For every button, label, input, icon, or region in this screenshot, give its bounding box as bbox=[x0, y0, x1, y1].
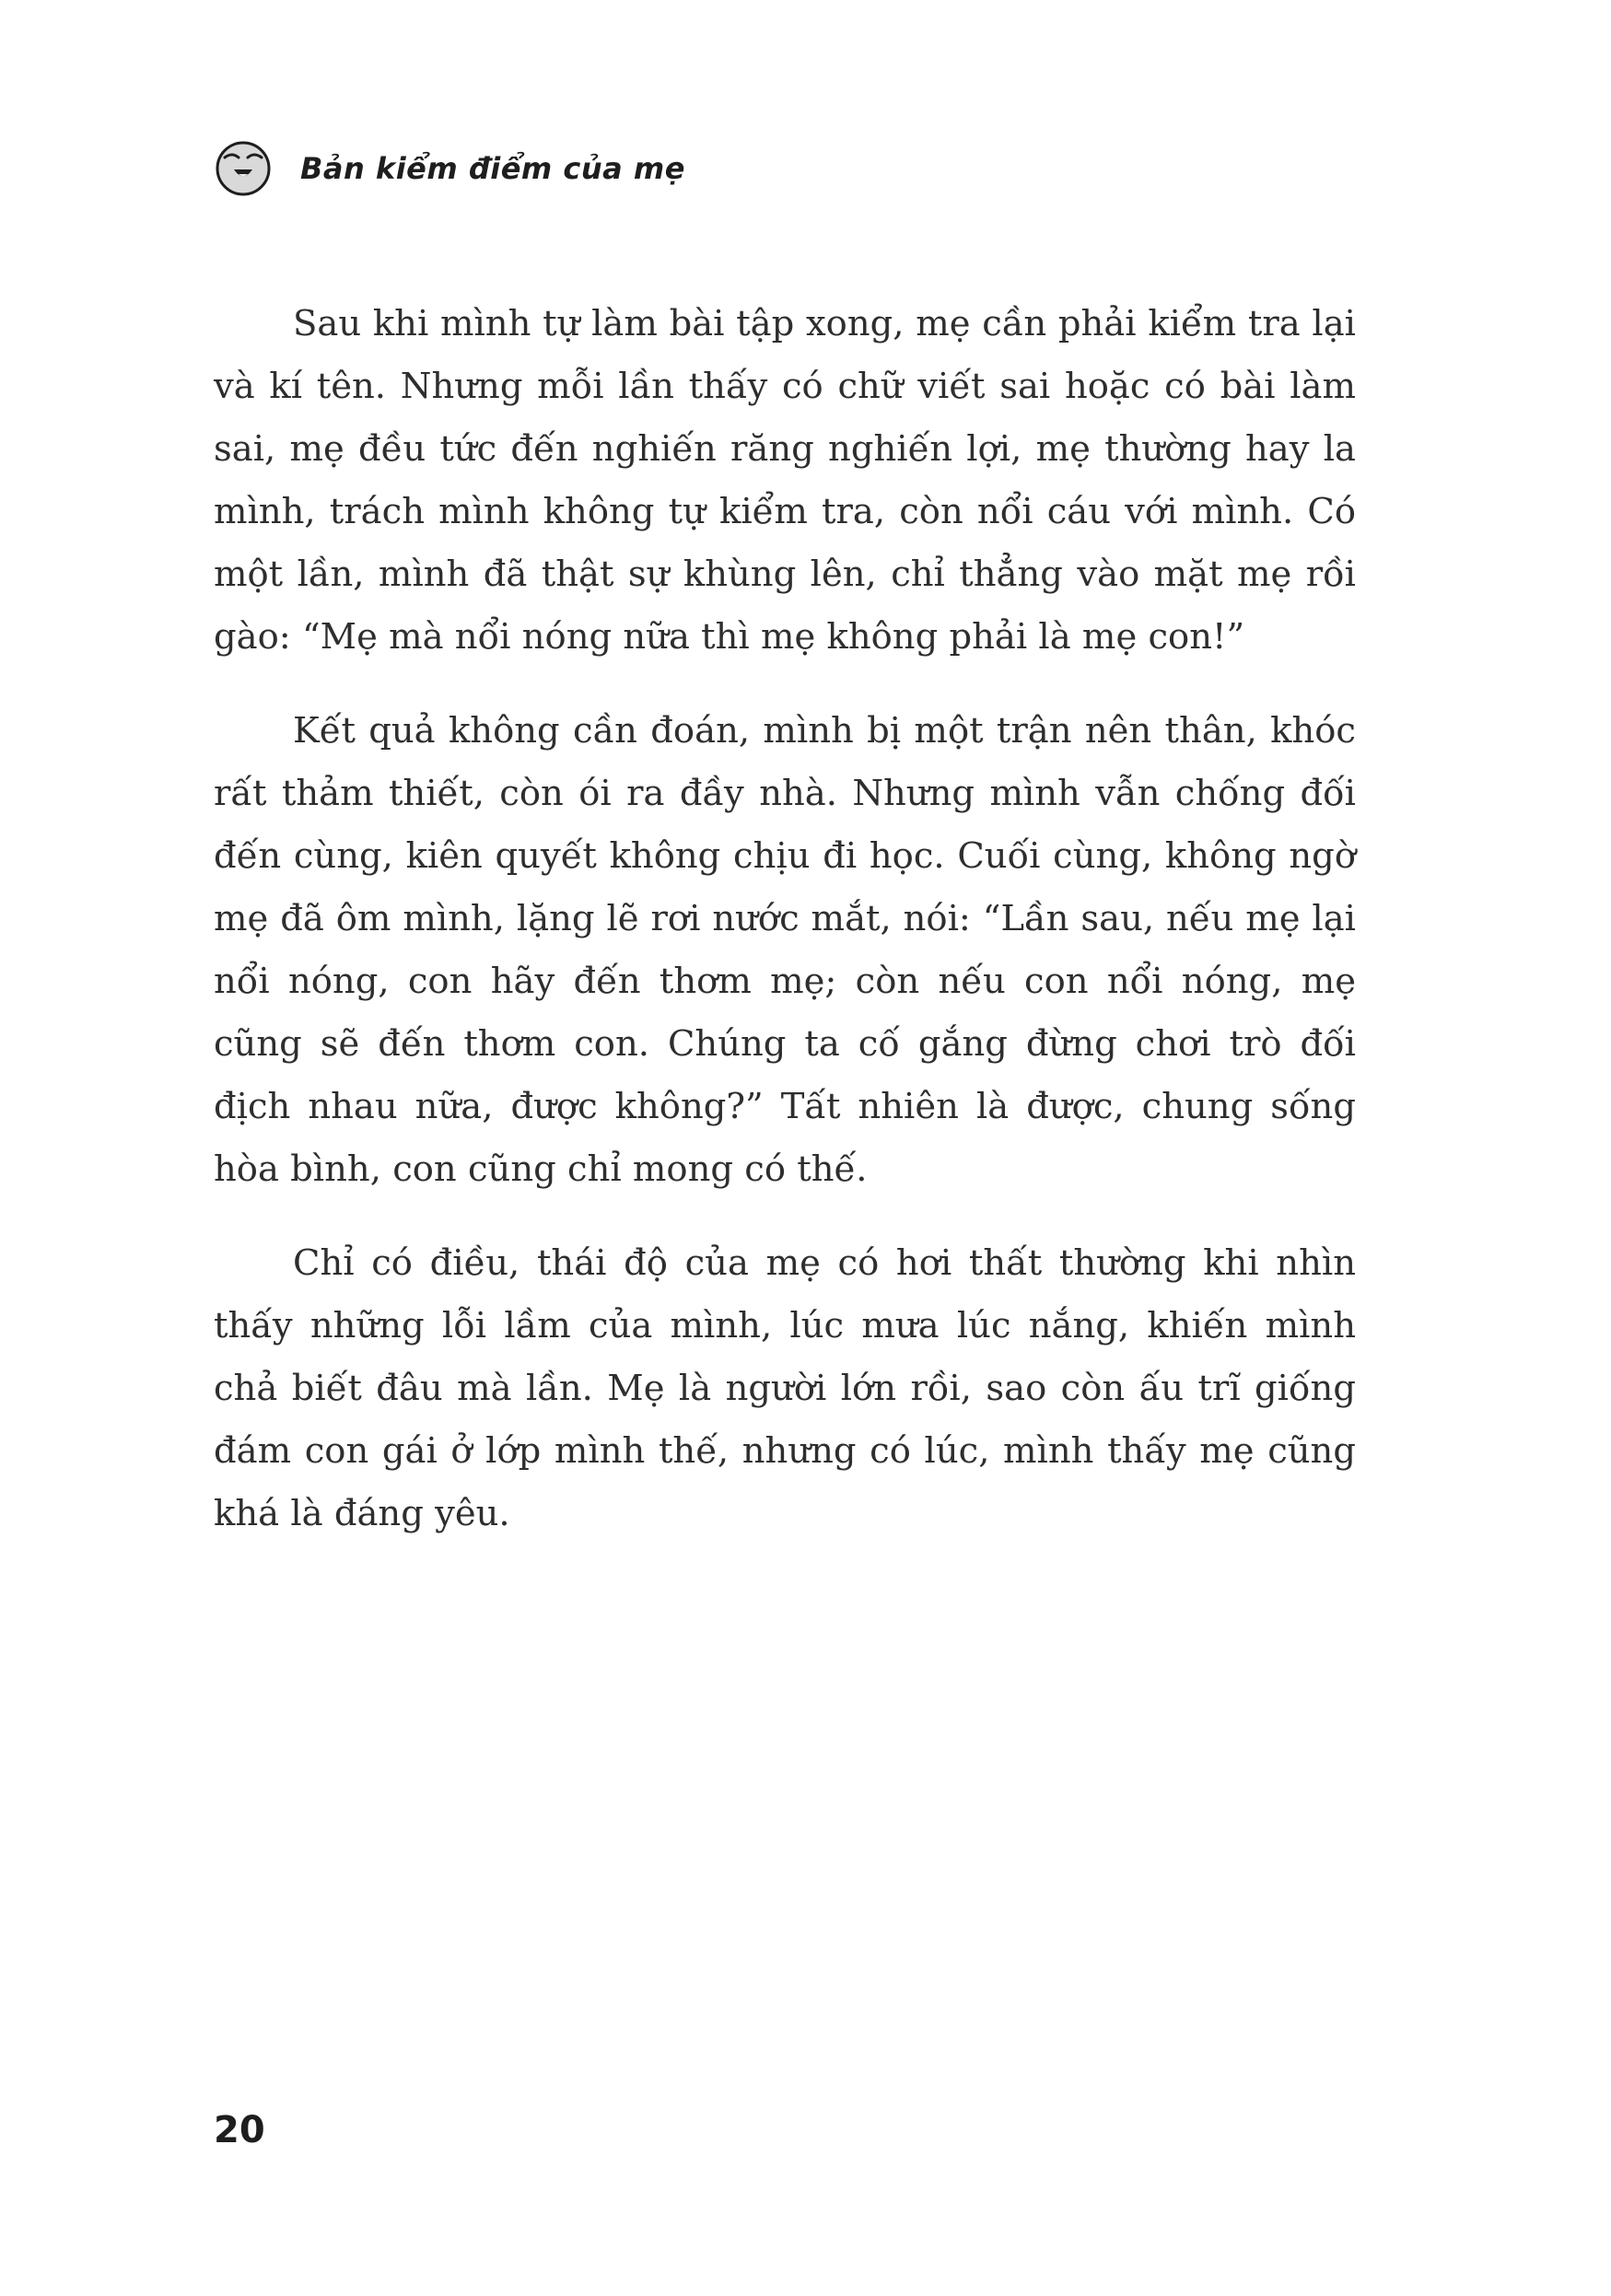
paragraph: Sau khi mình tự làm bài tập xong, mẹ cần phải kiểm tra lại và kí tên. Nhưng mỗi lần thấy có chữ viết sai hoặc có bài làm sai, mẹ đều tức đến nghiến răng nghiến lợi, mẹ thường hay la mình, trách mình không tự kiểm tra, còn nổi cáu với mình. Có một lần, mình đã thật sự khùng lên, chỉ thẳng vào mặt mẹ rồi gào: “Mẹ mà nổi nóng nữa thì mẹ không phải là mẹ con!” bbox=[214, 303, 1356, 658]
paragraph: Chỉ có điều, thái độ của mẹ có hơi thất thường khi nhìn thấy những lỗi lầm của mình, lúc mưa lúc nắng, khiến mình chả biết đâu mà lần. Mẹ là người lớn rồi, sao còn ấu trĩ giống đám con gái ở lớp mình thế, nhưng có lúc, mình thấy mẹ cũng khá là đáng yêu. bbox=[214, 1242, 1356, 1534]
running-header bbox=[214, 136, 685, 201]
page-number: 20 bbox=[214, 2109, 265, 2151]
running-header-title: Bản kiểm điểm của mẹ bbox=[300, 151, 685, 186]
body-text bbox=[214, 293, 1356, 1577]
paragraph: Kết quả không cần đoán, mình bị một trận nên thân, khóc rất thảm thiết, còn ói ra đầy nhà. Nhưng mình vẫn chống đối đến cùng, kiên quyết không chịu đi học. Cuối cùng, không ngờ mẹ đã ôm mình, lặng lẽ rơi nước mắt, nói: “Lần sau, nếu mẹ lại nổi nóng, con hãy đến thơm mẹ; còn nếu con nổi nóng, mẹ cũng sẽ đến thơm con. Chúng ta cố gắng đừng chơi trò đối địch nhau nữa, được không?” Tất nhiên là được, chung sống hòa bình, con cũng chỉ mong có thế. bbox=[214, 710, 1356, 1190]
smiling-face-icon bbox=[214, 139, 273, 198]
